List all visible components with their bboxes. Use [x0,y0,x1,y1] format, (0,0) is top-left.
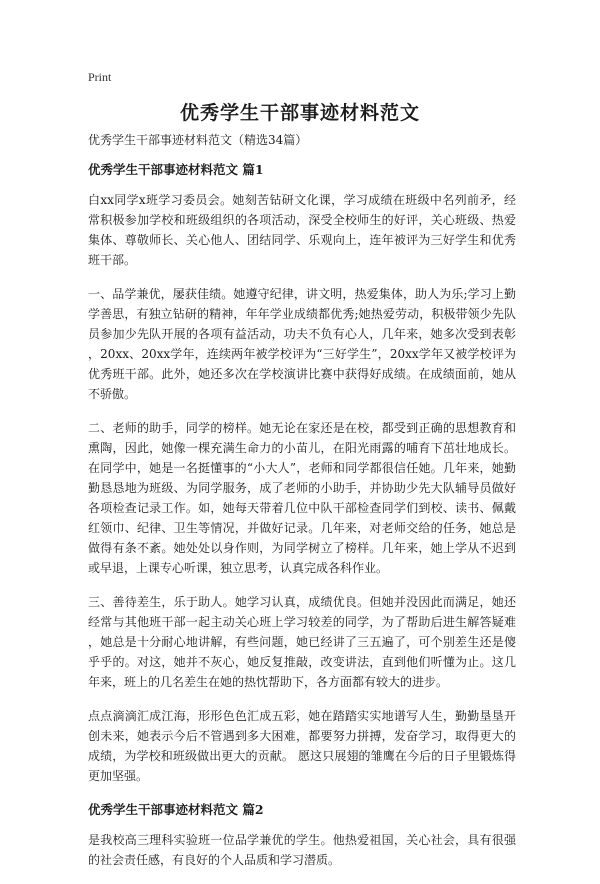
print-label: Print [88,70,112,84]
paragraph: 三、善待差生，乐于助人。她学习认真，成绩优良。但她并没因此而满足，她还经常与其他班干部一起主动关心班上学习较差的同学，为了帮助后进生解答疑难，她总是十分耐心地讲解，有些问题，她已经讲了三五遍了，可个别差生还是傻乎乎的。对这，她并不灰心，她反复推敲，改变讲法，直到他们听懂为止。这几年来，班上的几名差生在她的热忱帮助下，各方面都有较大的进步。 [88,595,516,689]
paragraph: 二、老师的助手，同学的榜样。她无论在家还是在校，都受到正确的思想教育和熏陶，因此，她像一棵充满生命力的小苗儿，在阳光雨露的哺育下茁壮地成长。在同学中，她是一名挺懂事的“小大人”，老师和同学都很信任她。几年来，她勤勤恳恳地为班级、为同学服务，成了老师的小助手，并协助少先大队辅导员做好各项检查记录工作。如，她每天带着几位中队干部检查同学们到校、读书、佩戴红领巾、纪律、卫生等情况，并做好记录。几年来，对老师交给的任务，她总是做得有条不紊。她处处以身作则，为同学树立了榜样。几年来，她上学从不迟到或早退，上课专心听课，独立思考，认真完成各科作业。 [88,421,516,575]
document-subtitle: 优秀学生干部事迹材料范文（精选34篇） [88,133,308,147]
document-title: 优秀学生干部事迹材料范文 [179,102,420,124]
section-heading: 优秀学生干部事迹材料范文 篇2 [88,802,264,817]
section-heading: 优秀学生干部事迹材料范文 篇1 [88,162,264,177]
paragraph: 白xx同学x班学习委员会。她刻苦钻研文化课，学习成绩在班级中名列前矛，经常积极参加学校和班级组织的各项活动，深受全校师生的好评，关心班级、热爱集体、尊敬师长、关心他人、团结同学、乐观向上，连年被评为三好学生和优秀班干部。 [88,193,516,267]
section-2 [88,800,516,870]
paragraph: 是我校高三理科实验班一位品学兼优的学生。他热爱祖国，关心社会，具有很强的社会责任感，有良好的个人品质和学习潜质。 [88,833,516,867]
paragraph: 一、品学兼优，屡获佳绩。她遵守纪律，讲文明，热爱集体，助人为乐;学习上勤学善思，有独立钻研的精神，年年学业成绩都优秀;她热爱劳动，积极带领少先队员参加少先队开展的各项有益活动，功夫不负有心人，几年来，她多次受到表彰，20xx、20xx学年，连续两年被学校评为“三好学生”，20xx学年又被学校评为优秀班干部。此外，她还多次在学校演讲比赛中获得好成绩。在成绩面前，她从不骄傲。 [88,287,516,401]
paragraph: 点点滴滴汇成江海，形形色色汇成五彩，她在踏踏实实地谱写人生，勤勤垦垦开创未来，她表示今后不管遇到多大困难，都要努力拼搏，发奋学习，取得更大的成绩，为学校和班级做出更大的贡献。 愿这只展翅的雏鹰在今后的日子里锻炼得更加坚强。 [88,709,516,783]
section-1 [88,160,516,786]
document-body [88,130,516,884]
